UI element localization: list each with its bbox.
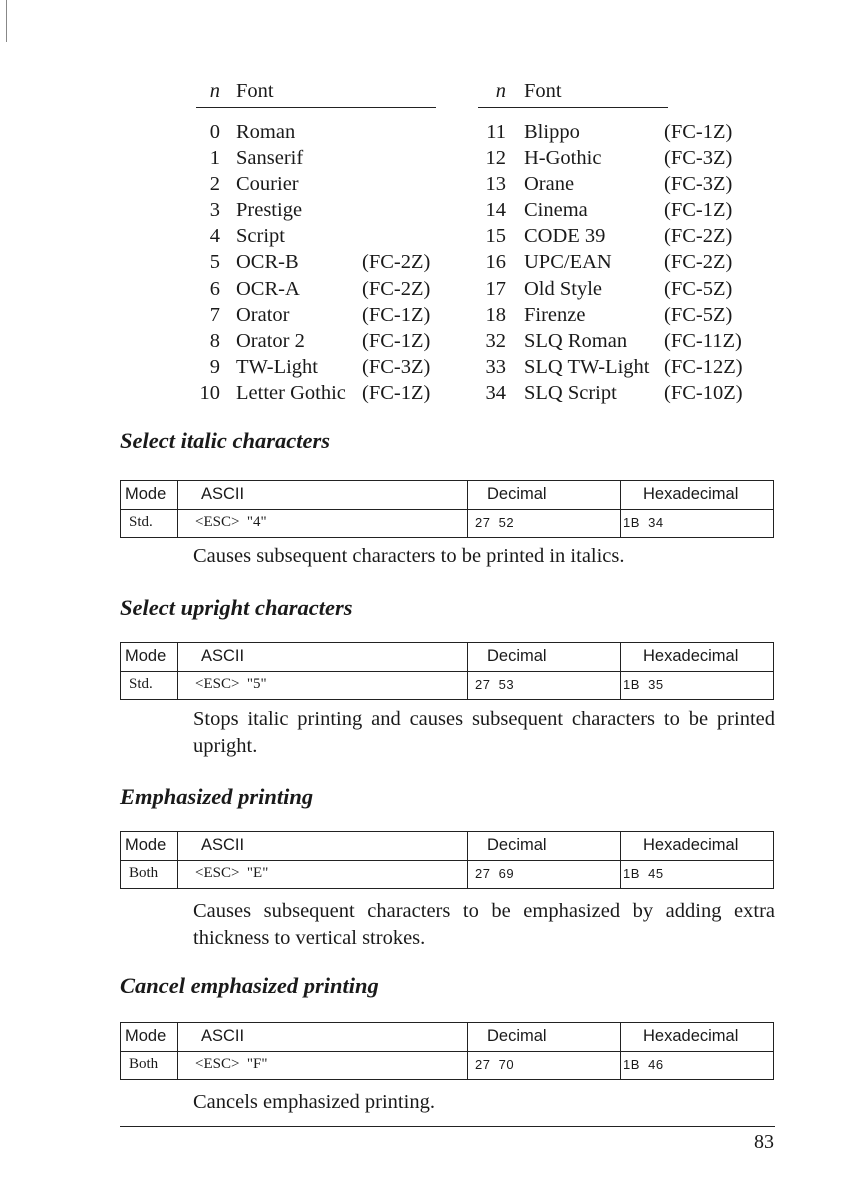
font-number: 5 (209, 251, 220, 274)
font-card: (FC-3Z) (664, 147, 733, 170)
ascii-header: ASCII (201, 647, 245, 665)
font-name: Prestige (236, 199, 303, 222)
font-name: Old Style (524, 277, 603, 300)
table-rule (620, 643, 621, 699)
font-column-header: Font (524, 80, 562, 102)
ascii-value: <ESC> "5" (195, 676, 267, 692)
font-number: 32 (485, 329, 506, 352)
font-number: 1 (209, 147, 220, 170)
section-heading-upright: Select upright characters (120, 595, 353, 620)
font-number: 16 (485, 251, 506, 274)
hex-header: Hexadecimal (643, 1027, 739, 1045)
font-number: 0 (209, 121, 220, 143)
section-heading-italic: Select italic characters (120, 428, 330, 453)
table-rule (177, 1023, 178, 1079)
font-card: (FC-11Z) (664, 329, 742, 352)
font-card: (FC-2Z) (664, 251, 733, 274)
page-number: 83 (754, 1131, 774, 1153)
table-rule (121, 509, 773, 510)
font-name: Orator 2 (236, 329, 305, 352)
table-rule (467, 643, 468, 699)
font-card: (FC-2Z) (362, 251, 431, 274)
table-rule (121, 1051, 773, 1052)
table-rule (177, 643, 178, 699)
font-name: H-Gothic (524, 147, 602, 170)
mode-header: Mode (125, 1027, 167, 1045)
section-description: Causes subsequent characters to be printed in italics. (193, 545, 625, 567)
mode-value: Both (129, 1056, 159, 1072)
hex-value: 1B 34 (623, 515, 664, 530)
font-number: 9 (209, 355, 220, 378)
font-card: (FC-1Z) (362, 381, 431, 404)
font-name: OCR-B (236, 251, 299, 274)
ascii-value: <ESC> "4" (195, 514, 267, 530)
font-name: Orane (524, 173, 575, 196)
section-description: Stops italic printing and causes subsequent characters to be printed upright. (193, 708, 775, 757)
font-name: SLQ Script (524, 381, 617, 404)
font-row (478, 197, 766, 223)
table-rule (177, 481, 178, 537)
n-column-header: n (495, 80, 506, 102)
hex-header: Hexadecimal (643, 485, 739, 503)
table-rule (121, 671, 773, 672)
font-row (478, 223, 766, 249)
font-card: (FC-2Z) (664, 225, 733, 248)
font-row (478, 328, 766, 354)
command-table-cancel-emphasized (120, 1022, 774, 1080)
mode-value: Both (129, 865, 159, 881)
font-number: 33 (485, 355, 506, 378)
font-name: Roman (236, 121, 296, 143)
decimal-header: Decimal (487, 836, 547, 854)
font-card: (FC-1Z) (664, 121, 733, 143)
font-table-header (478, 80, 766, 106)
table-rule (467, 1023, 468, 1079)
table-rule (177, 832, 178, 888)
font-table-header (196, 80, 436, 106)
font-number: 3 (209, 199, 220, 222)
hex-header: Hexadecimal (643, 836, 739, 854)
table-rule (467, 481, 468, 537)
decimal-header: Decimal (487, 647, 547, 665)
font-row (478, 276, 766, 302)
font-row (196, 302, 436, 328)
font-card: (FC-1Z) (664, 199, 733, 222)
mode-value: Std. (129, 514, 153, 530)
font-number: 13 (485, 173, 506, 196)
font-name: OCR-A (236, 277, 300, 300)
font-number: 11 (486, 121, 506, 143)
hex-value: 1B 35 (623, 677, 664, 692)
footer-rule (120, 1126, 775, 1127)
mode-header: Mode (125, 836, 167, 854)
font-row (196, 276, 436, 302)
font-row (196, 223, 436, 249)
decimal-value: 27 53 (475, 677, 515, 692)
font-number: 10 (199, 381, 220, 404)
ascii-value: <ESC> "E" (195, 865, 269, 881)
font-number: 12 (485, 147, 506, 170)
font-card: (FC-2Z) (362, 277, 431, 300)
font-name: Courier (236, 173, 299, 196)
command-table-upright (120, 642, 774, 700)
font-row (196, 249, 436, 275)
font-card: (FC-5Z) (664, 303, 733, 326)
decimal-value: 27 69 (475, 866, 515, 881)
n-column-header: n (209, 80, 220, 102)
font-card: (FC-10Z) (664, 381, 743, 404)
font-name: Script (236, 225, 285, 248)
font-name: Letter Gothic (236, 381, 346, 404)
font-name: Firenze (524, 303, 586, 326)
table-rule (467, 832, 468, 888)
font-row (196, 197, 436, 223)
font-name: CODE 39 (524, 225, 606, 248)
font-name: TW-Light (236, 355, 318, 378)
font-number: 7 (209, 303, 220, 326)
ascii-header: ASCII (201, 1027, 245, 1045)
font-card: (FC-5Z) (664, 277, 733, 300)
font-number: 18 (485, 303, 506, 326)
font-name: Sanserif (236, 147, 304, 170)
font-name: SLQ TW-Light (524, 355, 650, 378)
scan-edge-mark (6, 0, 7, 42)
font-number: 14 (485, 199, 506, 222)
decimal-value: 27 70 (475, 1057, 515, 1072)
command-table-italic (120, 480, 774, 538)
font-card: (FC-1Z) (362, 303, 431, 326)
font-name: SLQ Roman (524, 329, 628, 352)
font-name: UPC/EAN (524, 251, 612, 274)
section-description: Cancels emphasized printing. (193, 1091, 435, 1113)
font-card: (FC-1Z) (362, 329, 431, 352)
font-card: (FC-3Z) (362, 355, 431, 378)
font-card: (FC-12Z) (664, 355, 743, 378)
mode-value: Std. (129, 676, 153, 692)
mode-header: Mode (125, 485, 167, 503)
header-rule (196, 107, 436, 108)
decimal-header: Decimal (487, 485, 547, 503)
font-row (196, 145, 436, 171)
font-row (196, 354, 436, 380)
hex-header: Hexadecimal (643, 647, 739, 665)
font-row (478, 119, 766, 145)
font-number: 15 (485, 225, 506, 248)
table-rule (620, 1023, 621, 1079)
font-number: 4 (209, 225, 220, 248)
font-row (478, 171, 766, 197)
section-description: Causes subsequent characters to be emphasized by adding extra thickness to vertical strokes. (193, 900, 775, 949)
font-column-header: Font (236, 80, 274, 102)
font-number: 17 (485, 277, 506, 300)
font-table-left (196, 80, 436, 406)
mode-header: Mode (125, 647, 167, 665)
decimal-value: 27 52 (475, 515, 515, 530)
font-name: Orator (236, 303, 290, 326)
table-rule (620, 832, 621, 888)
font-row (478, 249, 766, 275)
font-row (478, 354, 766, 380)
font-card: (FC-3Z) (664, 173, 733, 196)
font-name: Blippo (524, 121, 580, 143)
section-heading-emphasized: Emphasized printing (120, 784, 314, 809)
font-number: 34 (485, 381, 506, 404)
table-rule (121, 860, 773, 861)
hex-value: 1B 46 (623, 1057, 664, 1072)
font-number: 8 (209, 329, 220, 352)
font-table-right (478, 80, 766, 406)
font-row (196, 380, 436, 406)
font-row (478, 302, 766, 328)
font-number: 2 (209, 173, 220, 196)
font-name: Cinema (524, 199, 588, 222)
decimal-header: Decimal (487, 1027, 547, 1045)
header-rule (478, 107, 668, 108)
command-table-emphasized (120, 831, 774, 889)
font-row (196, 119, 436, 145)
font-row (478, 145, 766, 171)
section-heading-cancel-emphasized: Cancel emphasized printing (120, 973, 379, 998)
table-rule (620, 481, 621, 537)
ascii-header: ASCII (201, 485, 245, 503)
font-row (196, 328, 436, 354)
hex-value: 1B 45 (623, 866, 664, 881)
ascii-header: ASCII (201, 836, 245, 854)
ascii-value: <ESC> "F" (195, 1056, 268, 1072)
font-row (196, 171, 436, 197)
font-row (478, 380, 766, 406)
font-number: 6 (209, 277, 220, 300)
